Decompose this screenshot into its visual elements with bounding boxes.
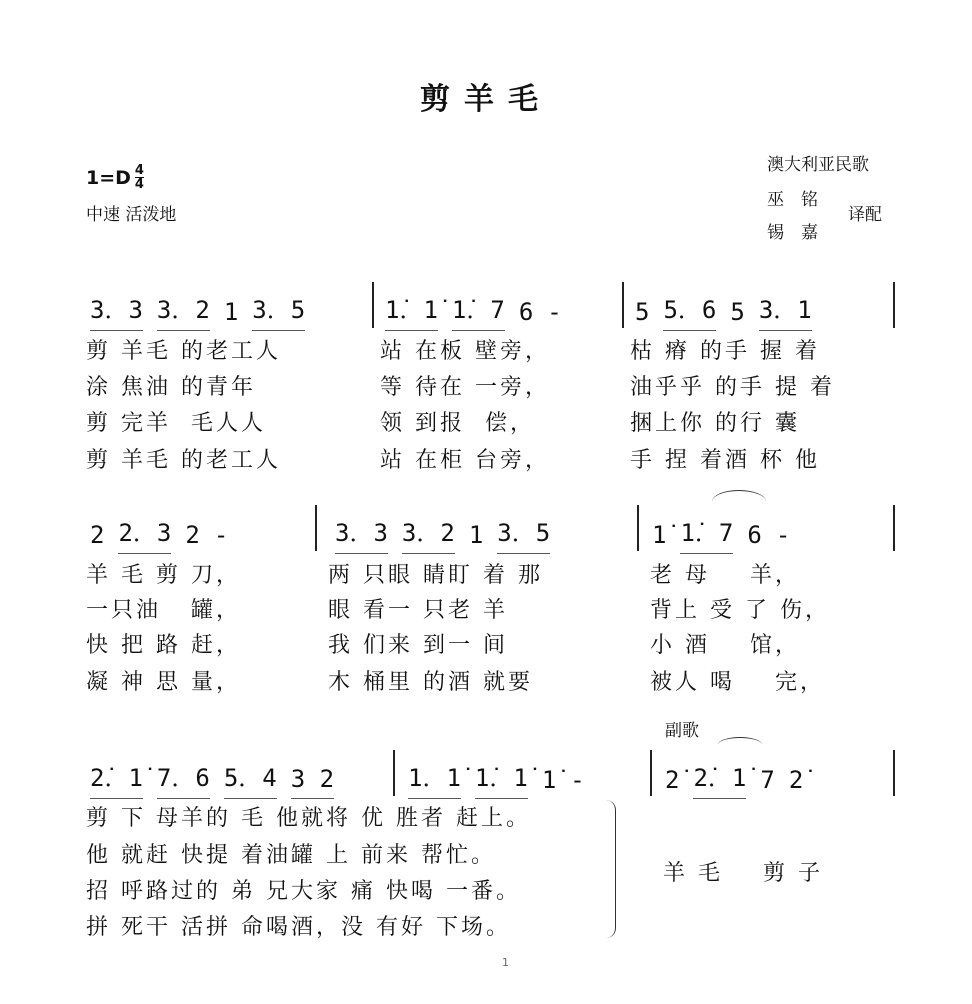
translator-1: 巫 铭	[767, 190, 818, 210]
note-group: 3．1	[759, 290, 812, 331]
barline	[393, 750, 395, 796]
lyric-line: 老 母 羊，	[650, 563, 800, 588]
note-group: 3．3	[335, 513, 388, 554]
note-group: 6	[518, 298, 534, 326]
note-group: 2̇	[665, 766, 680, 794]
translator-2: 锡 嘉	[767, 223, 818, 243]
note-group: 1．1̇	[408, 758, 461, 799]
lyric-line: 涂 焦油 的青年	[86, 375, 256, 400]
lyric-line: 招 呼路过的 弟 兄大家 痛 快喝 一番。	[86, 879, 521, 904]
measure	[652, 513, 790, 554]
note-group: 7	[760, 766, 775, 794]
note-group: 3 2	[291, 765, 334, 799]
note-group: -	[775, 521, 791, 549]
note-group: 5	[635, 298, 650, 326]
lyric-line: 我 们来 到一 间	[328, 633, 508, 658]
chorus-label: 副歌	[665, 721, 699, 741]
barline	[315, 505, 317, 551]
barline	[650, 750, 652, 796]
barline	[893, 505, 895, 551]
origin-credit: 澳大利亚民歌	[767, 155, 869, 175]
lyric-line: 背上 受 了 伤，	[650, 598, 830, 623]
note-group: 1̇	[652, 521, 667, 549]
measure	[90, 290, 305, 331]
note-group: -	[570, 766, 585, 794]
note-group: 1̇	[541, 766, 557, 794]
note-group: -	[213, 521, 229, 549]
time-bottom: 4	[134, 177, 144, 192]
slur-mark	[712, 490, 766, 513]
lyric-line: 领 到报 偿，	[380, 411, 535, 436]
lyric-line: 两 只眼 睛盯 着 那	[328, 563, 543, 588]
time-signature	[135, 164, 144, 191]
note-group: 6	[747, 521, 762, 549]
note-group: 7．6	[157, 758, 210, 799]
key-signature	[86, 164, 144, 191]
lyric-line: 枯 瘠 的手 握 着	[630, 339, 820, 364]
note-group: 1̇．7	[452, 290, 505, 331]
lyric-line: 拼 死干 活拼 命喝酒，没 有好 下场。	[86, 915, 511, 940]
note-group: -	[547, 298, 562, 326]
lyric-line: 剪 羊毛 的老工人	[86, 339, 281, 364]
slur-mark	[718, 737, 762, 752]
lyric-line: 油乎乎 的手 提 着	[630, 375, 835, 400]
lyric-line: 他 就赶 快提 着油罐 上 前来 帮忙。	[86, 843, 496, 868]
lyric-line: 一只油 罐，	[86, 598, 241, 623]
lyric-line: 木 桶里 的酒 就要	[328, 670, 533, 695]
lyric-line: 剪 羊毛 的老工人	[86, 448, 281, 473]
note-group: 2	[90, 521, 105, 549]
measure	[335, 513, 550, 554]
measure	[408, 758, 585, 799]
note-group: 5．6	[663, 290, 716, 331]
measure	[665, 758, 803, 799]
note-group: 5．4	[224, 758, 277, 799]
note-group: 3．2	[402, 513, 455, 554]
lyric-line: 快 把 路 赶，	[86, 633, 241, 658]
measure	[635, 290, 812, 331]
barline	[893, 282, 895, 328]
lyric-line: 凝 神 思 量，	[86, 670, 241, 695]
measure	[90, 513, 228, 554]
chorus-lyric: 羊 毛 剪 子	[663, 861, 823, 886]
lyric-line: 捆上你 的行 囊	[630, 411, 800, 436]
page-number: 1	[502, 956, 509, 969]
note-group: 1	[223, 298, 239, 326]
lyric-line: 剪 完羊 毛人人	[86, 411, 266, 436]
barline	[622, 282, 624, 328]
lyric-line: 被人 喝 完，	[650, 670, 825, 695]
note-group: 3．2	[157, 290, 210, 331]
barline	[893, 750, 895, 796]
note-group: 1̇．7	[680, 513, 733, 554]
song-title: 剪羊毛	[420, 82, 552, 117]
lyric-line: 剪 下 母羊的 毛 他就将 优 胜者 赶上。	[86, 806, 531, 831]
time-top: 4	[134, 163, 144, 178]
tempo-marking: 中速 活泼地	[86, 205, 177, 225]
lyric-line: 羊 毛 剪 刀，	[86, 563, 241, 588]
note-group: 3．5	[497, 513, 550, 554]
note-group: 2̇	[788, 766, 804, 794]
barline	[637, 505, 639, 551]
note-group: 5	[730, 298, 745, 326]
measure	[90, 758, 334, 799]
measure	[385, 290, 562, 331]
note-group: 2．3	[118, 513, 171, 554]
lyrics-brace	[605, 800, 616, 938]
lyric-line: 站 在柜 台旁，	[380, 448, 550, 473]
lyric-line: 站 在板 壁旁，	[380, 339, 550, 364]
lyric-line: 眼 看一 只老 羊	[328, 598, 508, 623]
note-group: 2̇．1̇	[90, 758, 143, 799]
note-group: 1̇．1̇	[475, 758, 528, 799]
note-group: 2̇．1̇	[693, 758, 746, 799]
barline	[372, 282, 374, 328]
note-group: 1	[468, 521, 484, 549]
note-group: 2	[185, 521, 200, 549]
lyric-line: 手 捏 着酒 杯 他	[630, 448, 820, 473]
note-group: 3．5	[252, 290, 305, 331]
note-group: 1̇．1̇	[385, 290, 438, 331]
translator-role: 译配	[848, 205, 882, 225]
lyric-line: 小 酒 馆，	[650, 633, 800, 658]
note-group: 3．3	[90, 290, 143, 331]
key-label: 1=D	[86, 166, 131, 189]
lyric-line: 等 待在 一旁，	[380, 375, 550, 400]
